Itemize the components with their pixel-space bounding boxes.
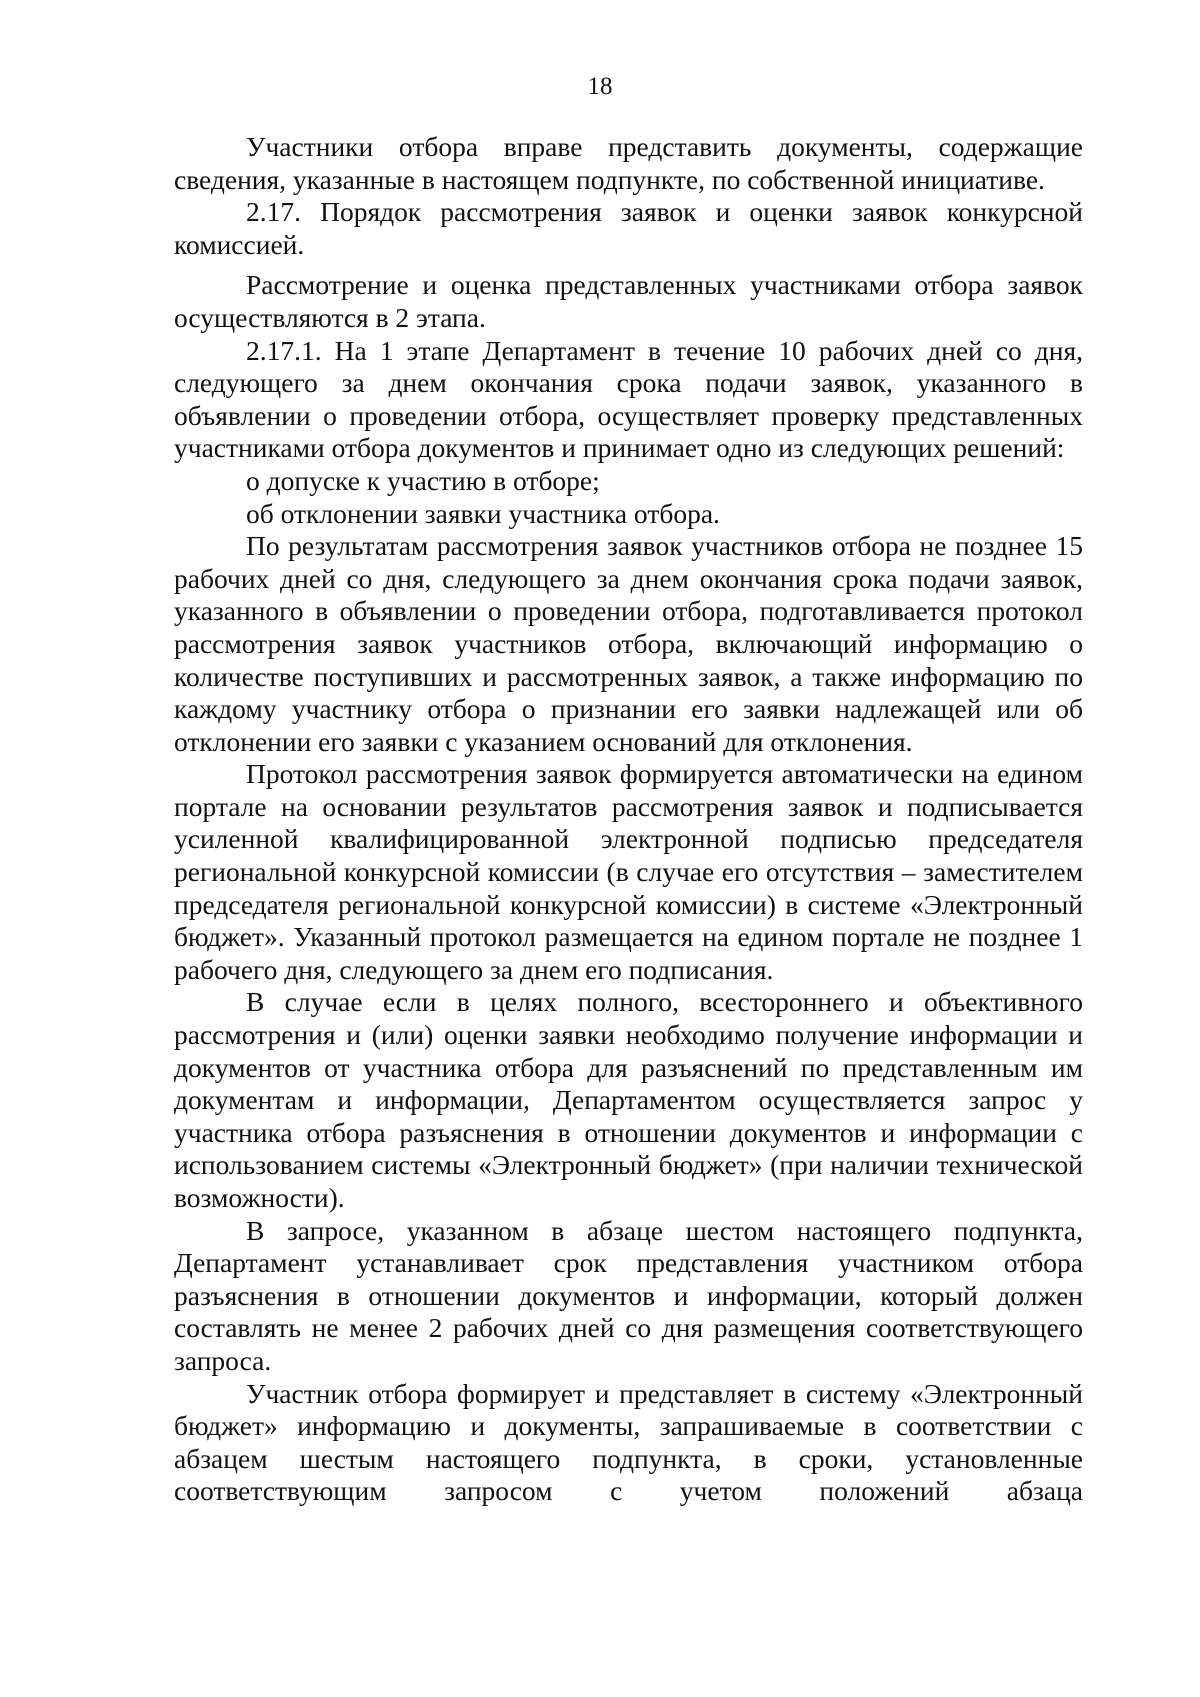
- paragraph-protocol-formation: Протокол рассмотрения заявок формируется автоматически на едином портале на основании результатов рассмотрения заявок и подписывается усиленной квалифицированной электронной подписью председателя региональной конкурсной комиссии (в случае его отсутствия – заместителем председателя региональной конкурсной комиссии) в системе «Электронный бюджет». Указанный протокол размещается на едином портале не позднее 1 рабочего дня, следующего за днем его подписания.: [174, 758, 1083, 985]
- list-item-admission: о допуске к участию в отборе;: [246, 464, 600, 496]
- paragraph-participant-response: Участник отбора формирует и представляет в систему «Электронный бюджет» информацию и документы, запрашиваемые в соответствии с абзацем шестым настоящего подпункта, в сроки, установленные соответствующим запросом с учетом положений абзаца: [174, 1377, 1083, 1507]
- paragraph-section-2-17-1: 2.17.1. На 1 этапе Департамент в течение 10 рабочих дней со дня, следующего за днем окончания срока подачи заявок, указанного в объявлении о проведении отбора, осуществляет проверку представленных участниками отбора документов и принимает одно из следующих решений:: [174, 334, 1083, 464]
- paragraph-clarification-request: В случае если в целях полного, всестороннего и объективного рассмотрения и (или) оценки заявки необходимо получение информации и документов от участника отбора для разъяснений по представленным им документам и информации, Департаментом осуществляется запрос у участника отбора разъяснения в отношении документов и информации с использованием системы «Электронный бюджет» (при наличии технической возможности).: [174, 986, 1083, 1213]
- paragraph-section-2-17-heading: 2.17. Порядок рассмотрения заявок и оценки заявок конкурсной комиссией.: [174, 196, 1083, 260]
- document-body: [174, 131, 1083, 1508]
- paragraph-two-stages: Рассмотрение и оценка представленных участниками отбора заявок осуществляются в 2 этапа.: [174, 269, 1083, 333]
- paragraph-review-results: По результатам рассмотрения заявок участников отбора не позднее 15 рабочих дней со дня, следующего за днем окончания срока подачи заявок, указанного в объявлении о проведении отбора, подготавливается протокол рассмотрения заявок участников отбора, включающий информацию о количестве поступивших и рассмотренных заявок, а также информацию по каждому участнику отбора о признании его заявки надлежащей или об отклонении его заявки с указанием оснований для отклонения.: [174, 530, 1083, 757]
- page-number: 18: [587, 73, 613, 100]
- paragraph-request-deadline: В запросе, указанном в абзаце шестом настоящего подпункта, Департамент устанавливает срок представления участником отбора разъяснения в отношении документов и информации, который должен составлять не менее 2 рабочих дней со дня размещения соответствующего запроса.: [174, 1214, 1083, 1376]
- list-item-rejection: об отклонении заявки участника отбора.: [246, 497, 720, 529]
- paragraph-participants-documents: Участники отбора вправе представить документы, содержащие сведения, указанные в настоящем подпункте, по собственной инициативе.: [174, 131, 1083, 195]
